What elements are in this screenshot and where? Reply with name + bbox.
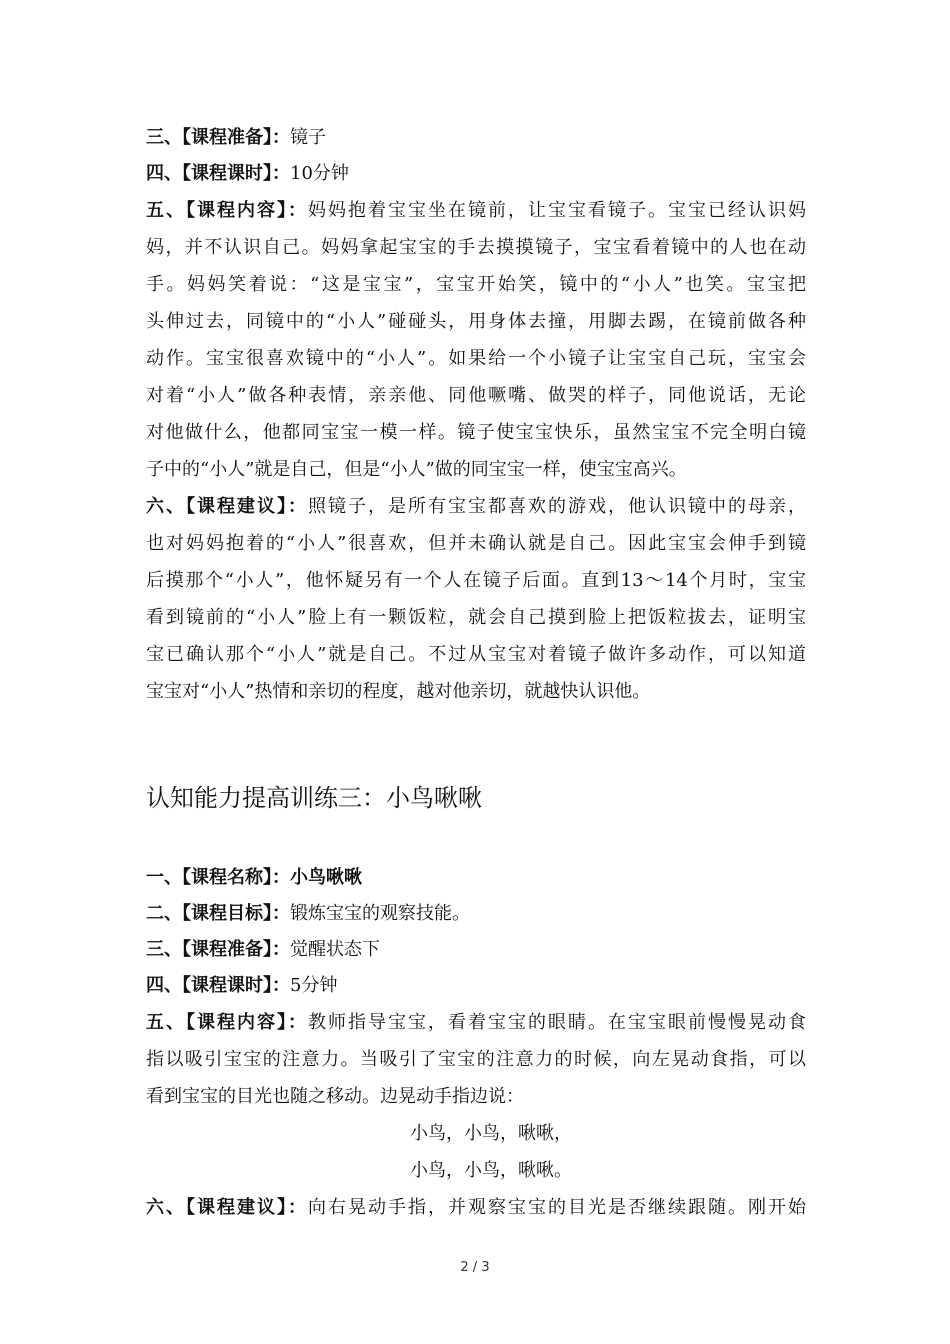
content-label: 五、【课程内容】： bbox=[146, 1012, 308, 1033]
goal-line bbox=[146, 896, 806, 932]
duration-value: 5分钟 bbox=[290, 975, 338, 996]
content-line bbox=[146, 193, 806, 229]
advice-line: 后摸那个“小人”，他怀疑另有一个人在镜子后面。直到13～14个月时，宝宝 bbox=[146, 570, 806, 591]
prep-value: 觉醒状态下 bbox=[290, 939, 380, 960]
name-label: 一、【课程名称】： bbox=[146, 867, 290, 888]
advice-line: 宝已确认那个“小人”就是自己。不过从宝宝对着镜子做许多动作，可以知道 bbox=[146, 644, 806, 665]
prep-line-1 bbox=[146, 120, 806, 156]
duration-value: 10分钟 bbox=[290, 163, 349, 184]
duration-line-1 bbox=[146, 156, 806, 192]
content-line: 妈，并不认识自己。妈妈拿起宝宝的手去摸摸镜子，宝宝看着镜中的人也在动 bbox=[146, 237, 806, 258]
content-label: 五、【课程内容】： bbox=[146, 200, 308, 221]
advice-line bbox=[146, 1190, 806, 1226]
advice-label: 六、【课程建议】： bbox=[146, 1197, 308, 1218]
advice-line: 看到镜前的“小人”脸上有一颗饭粒，就会自己摸到脸上把饭粒拔去，证明宝 bbox=[146, 607, 806, 628]
content-line: 头伸过去，同镜中的“小人”碰碰头，用身体去撞，用脚去踢，在镜前做各种 bbox=[146, 311, 806, 332]
duration-label: 四、【课程课时】： bbox=[146, 975, 290, 996]
goal-value: 锻炼宝宝的观察技能。 bbox=[290, 903, 470, 924]
content-line: 手。妈妈笑着说：“这是宝宝”，宝宝开始笑，镜中的“小人”也笑。宝宝把 bbox=[146, 274, 806, 295]
content-text: 妈妈抱着宝宝坐在镜前，让宝宝看镜子。宝宝已经认识妈 bbox=[308, 200, 806, 221]
content-line: 动作。宝宝很喜欢镜中的“小人”。如果给一个小镜子让宝宝自己玩，宝宝会 bbox=[146, 348, 806, 369]
section-heading: 认知能力提高训练三：小鸟啾啾 bbox=[146, 784, 482, 812]
content-line: 指以吸引宝宝的注意力。当吸引了宝宝的注意力的时候，向左晃动食指，可以 bbox=[146, 1049, 806, 1070]
content-line: 对着“小人”做各种表情，亲亲他、同他噘嘴、做哭的样子，同他说话，无论 bbox=[146, 385, 806, 406]
content-line: 子中的“小人”就是自己，但是“小人”做的同宝宝一样，使宝宝高兴。 bbox=[146, 459, 687, 480]
prep-label: 三、【课程准备】： bbox=[146, 127, 290, 148]
goal-label: 二、【课程目标】： bbox=[146, 903, 290, 924]
prep-line-2 bbox=[146, 932, 806, 968]
prep-label: 三、【课程准备】： bbox=[146, 939, 290, 960]
prep-value: 镜子 bbox=[290, 127, 326, 148]
rhyme-line: 小鸟，小鸟，啾啾。 bbox=[410, 1160, 572, 1181]
content-line bbox=[146, 1005, 806, 1041]
advice-line: 也对妈妈抱着的“小人”很喜欢，但并未确认就是自己。因此宝宝会伸手到镜 bbox=[146, 533, 806, 554]
duration-line-2 bbox=[146, 968, 806, 1004]
content-text: 教师指导宝宝，看着宝宝的眼睛。在宝宝眼前慢慢晃动食 bbox=[308, 1012, 806, 1033]
content-line: 对他做什么，他都同宝宝一模一样。镜子使宝宝快乐，虽然宝宝不完全明白镜 bbox=[146, 422, 806, 443]
advice-label: 六、【课程建议】： bbox=[146, 496, 308, 517]
advice-line: 宝宝对“小人”热情和亲切的程度，越对他亲切，就越快认识他。 bbox=[146, 681, 651, 702]
duration-label: 四、【课程课时】： bbox=[146, 163, 290, 184]
advice-line bbox=[146, 489, 806, 525]
advice-text: 照镜子，是所有宝宝都喜欢的游戏，他认识镜中的母亲， bbox=[308, 496, 806, 517]
advice-text: 向右晃动手指，并观察宝宝的目光是否继续跟随。刚开始 bbox=[308, 1197, 806, 1218]
course-name-line bbox=[146, 860, 806, 896]
rhyme-line: 小鸟，小鸟，啾啾， bbox=[410, 1123, 572, 1144]
name-value: 小鸟啾啾 bbox=[290, 867, 362, 888]
content-line: 看到宝宝的目光也随之移动。边晃动手指边说： bbox=[146, 1086, 524, 1107]
page-number: 2 / 3 bbox=[460, 1260, 490, 1275]
